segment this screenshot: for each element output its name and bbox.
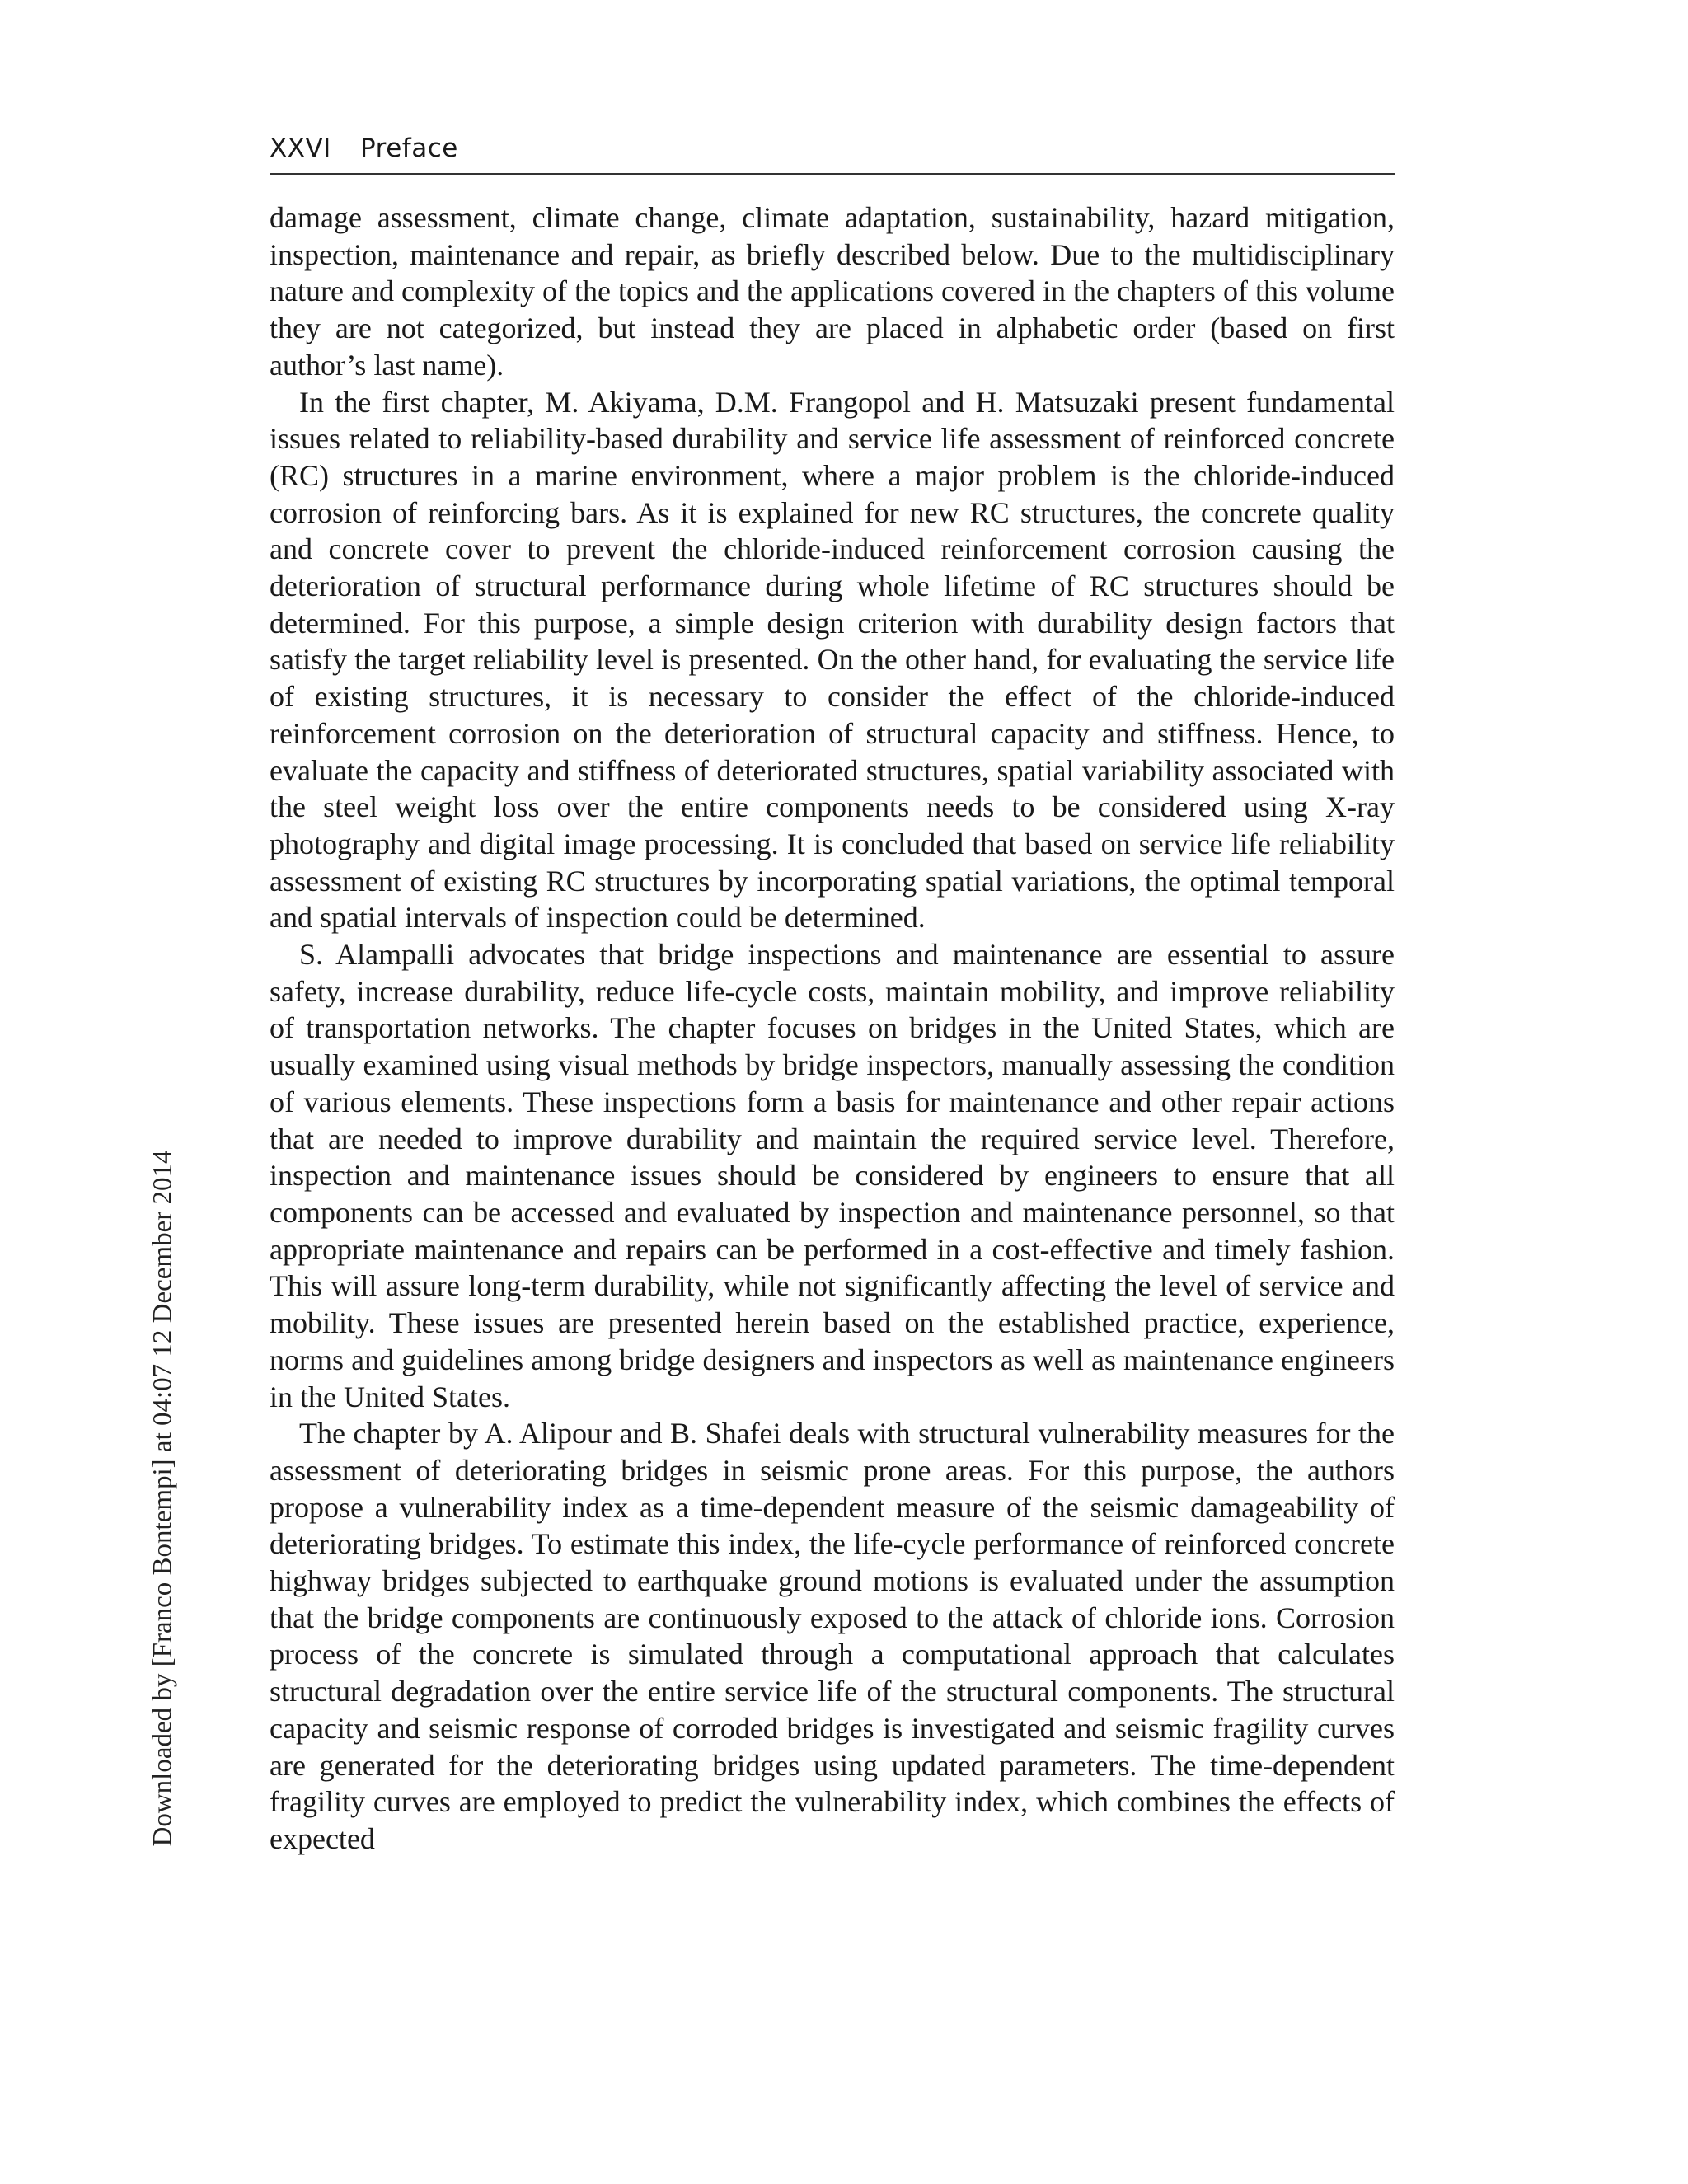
running-header [270, 132, 1395, 175]
body-text [270, 199, 1395, 1858]
download-watermark: Downloaded by [Franco Bontempi] at 04:07 12 December 2014 [148, 1150, 178, 1847]
page-number: XXVI [270, 134, 331, 163]
paragraph-alipour: The chapter by A. Alipour and B. Shafei deals with structural vulnerability measures for the assessment of deteriorating bridges in seismic prone areas. For this purpose, the authors propose a vulnerability index as a time-dependent measure of the seismic damageability of deteriorating bridges. To estimate this index, the life-cycle performance of reinforced concrete highway bridges subjected to earthquake ground motions is evaluated under the assumption that the bridge components are continuously exposed to the attack of chloride ions. Corrosion process of the concrete is simulated through a computational approach that calculates structural degradation over the entire service life of the structural components. The structural capacity and seismic response of corroded bridges is investigated and seismic fragility curves are generated for the deteriorating bridges using updated parameters. The time-dependent fragility curves are employed to predict the vulnerability index, which combines the effects of expected [270, 1417, 1395, 1855]
paragraph-akiyama: In the first chapter, M. Akiyama, D.M. Frangopol and H. Matsuzaki present fundamental issues related to reliability-based durability and service life assessment of reinforced concrete (RC) structures in a marine environment, where a major problem is the chloride-induced corrosion of reinforcing bars. As it is explained for new RC structures, the concrete quality and concrete cover to prevent the chloride-induced reinforcement corrosion causing the deterioration of structural performance during whole lifetime of RC structures should be determined. For this purpose, a simple design criterion with durability design factors that satisfy the target reliability level is presented. On the other hand, for evaluating the service life of existing structures, it is necessary to consider the effect of the chloride-induced reinforcement corrosion on the deterioration of structural capacity and stiffness. Hence, to evaluate the capacity and stiffness of deteriorated structures, spatial variability associated with the steel weight loss over the entire components needs to be considered using X-ray photography and digital image processing. It is concluded that based on service life reliability assessment of existing RC structures by incorporating spatial variations, the optimal temporal and spatial intervals of inspection could be determined. [270, 385, 1395, 935]
section-title: Preface [360, 134, 458, 163]
paragraph-continuation: damage assessment, climate change, climate adaptation, sustainability, hazard mitigation, inspection, maintenance and repair, as briefly described below. Due to the multidisciplinary nature and complexity of the topics and the applications covered in the chapters of this volume they are not categorized, but instead they are placed in alphabetic order (based on first author’s last name). [270, 201, 1395, 382]
paragraph-alampalli: S. Alampalli advocates that bridge inspections and maintenance are essential to assure safety, increase durability, reduce life-cycle costs, maintain mobility, and improve reliability of transportation networks. The chapter focuses on bridges in the United States, which are usually examined using visual methods by bridge inspectors, manually assessing the condition of various elements. These inspections form a basis for maintenance and other repair actions that are needed to improve durability and maintain the required service level. Therefore, inspection and maintenance issues should be considered by engineers to ensure that all components can be accessed and evaluated by inspection and maintenance personnel, so that appropriate maintenance and repairs can be performed in a cost-effective and timely fashion. This will assure long-term durability, while not significantly affecting the level of service and mobility. These issues are presented herein based on the established practice, experience, norms and guidelines among bridge designers and inspectors as well as maintenance engineers in the United States. [270, 938, 1395, 1413]
